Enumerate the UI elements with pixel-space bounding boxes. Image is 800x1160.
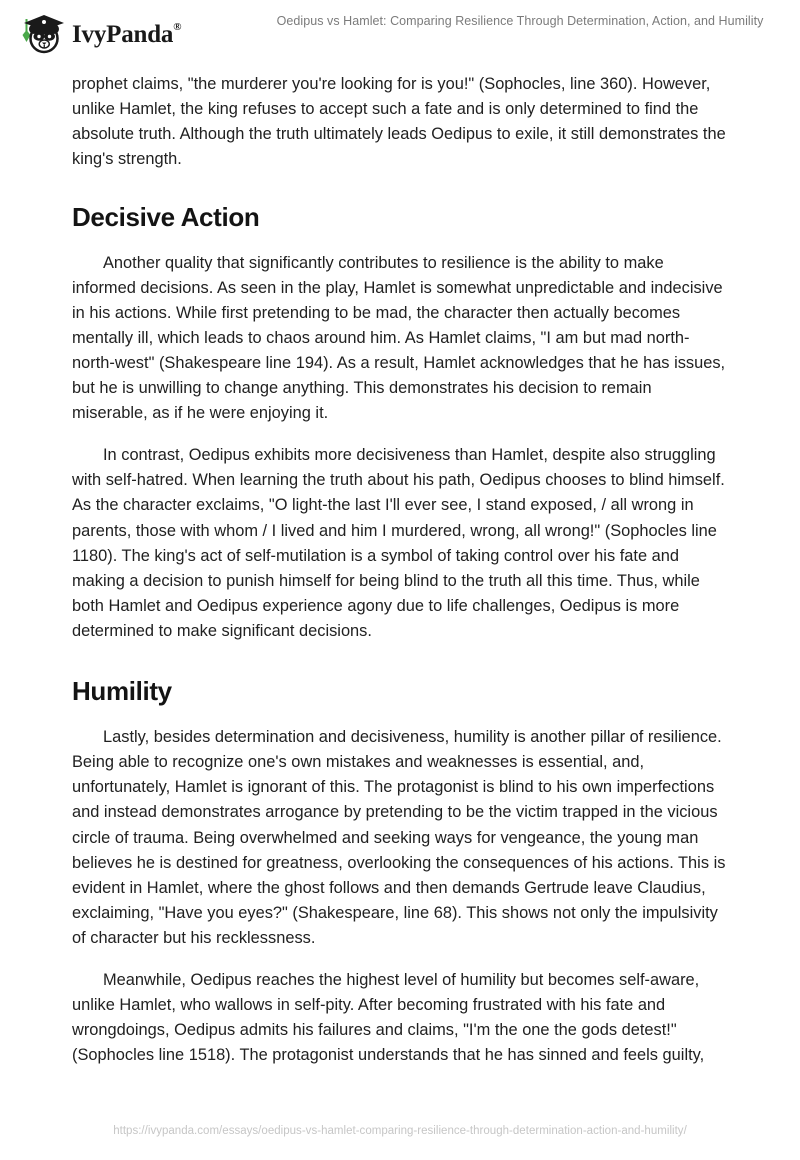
paragraph-decisive-action-1: Another quality that significantly contributes to resilience is the ability to make informed decisions. As seen in the play, Hamlet is somewhat unpredictable and indecisive in his actions. While first pretending to be mad, the character then actually becomes mentally ill, which leads to chaos around him. As Hamlet claims, "I am but mad north-north-west" (Shakespeare line 194). As a result, Hamlet acknowledges that he has issues, but he is unwilling to change anything. This demonstrates his decision to remain miserable, as if he were enjoying it. bbox=[72, 253, 726, 423]
registered-mark: ® bbox=[173, 21, 182, 34]
page-header bbox=[0, 0, 800, 62]
page-footer bbox=[0, 1121, 800, 1139]
heading-humility: Humility bbox=[72, 675, 172, 706]
brand-logo-link[interactable] bbox=[14, 11, 181, 55]
source-url[interactable]: https://ivypanda.com/essays/oedipus-vs-hamlet-comparing-resilience-through-determination-action-and-humility/ bbox=[113, 1125, 687, 1137]
document-body bbox=[72, 72, 730, 1068]
paragraph-humility-1: Lastly, besides determination and decisiveness, humility is another pillar of resilience. Being able to recognize one's own mistakes and weaknesses is essential, and, unfortunately, Hamlet is ignorant of this. The protagonist is blind to his own imperfections and instead demonstrates arrogance by pretending to be the victim trapped in the vicious circle of trauma. Being overwhelmed and seeking ways for vengeance, the young man believes he is destined for greatness, overlooking the consequences of his actions. This is evident in Hamlet, where the ghost follows and then demands Gertrude leave Claudius, exclaiming, "Have you eyes?" (Shakespeare, line 68). This shows not only the impulsivity of character but his recklessness. bbox=[72, 728, 726, 947]
document-title: Oedipus vs Hamlet: Comparing Resilience Through Determination, Action, and Humility bbox=[276, 14, 764, 28]
panda-graduate-logo-icon bbox=[14, 11, 66, 55]
brand-name-text: IvyPanda bbox=[72, 20, 174, 48]
paragraph-decisive-action-2: In contrast, Oedipus exhibits more decisiveness than Hamlet, despite also struggling with self-hatred. When learning the truth about his path, Oedipus chooses to blind himself. As the character exclaims, "O light-the last I'll ever see, I stand exposed, / all wrong in parents, those with whom / I lived and him I murdered, wrong, all wrong!" (Sophocles line 1180). The king's act of self-mutilation is a symbol of taking control over his fate and making a decision to punish himself for being blind to the truth all this time. Thus, while both Hamlet and Oedipus experience agony due to life challenges, Oedipus is more determined to make significant decisions. bbox=[72, 446, 725, 640]
paragraph-humility-2: Meanwhile, Oedipus reaches the highest level of humility but becomes self-aware, unlike Hamlet, who wallows in self-pity. After becoming frustrated with his fate and wrongdoings, Oedipus admits his failures and claims, "I'm the one the gods detest!" (Sophocles line 1518). The protagonist understands that he has sinned and feels guilty, bbox=[72, 971, 705, 1065]
heading-decisive-action: Decisive Action bbox=[72, 202, 260, 233]
paragraph-intro-continued: prophet claims, "the murderer you're looking for is you!" (Sophocles, line 360). However, unlike Hamlet, the king refuses to accept such a fate and is only determined to find the absolute truth. Although the truth ultimately leads Oedipus to exile, it still demonstrates the king's strength. bbox=[72, 75, 726, 169]
brand-wordmark bbox=[72, 22, 181, 47]
